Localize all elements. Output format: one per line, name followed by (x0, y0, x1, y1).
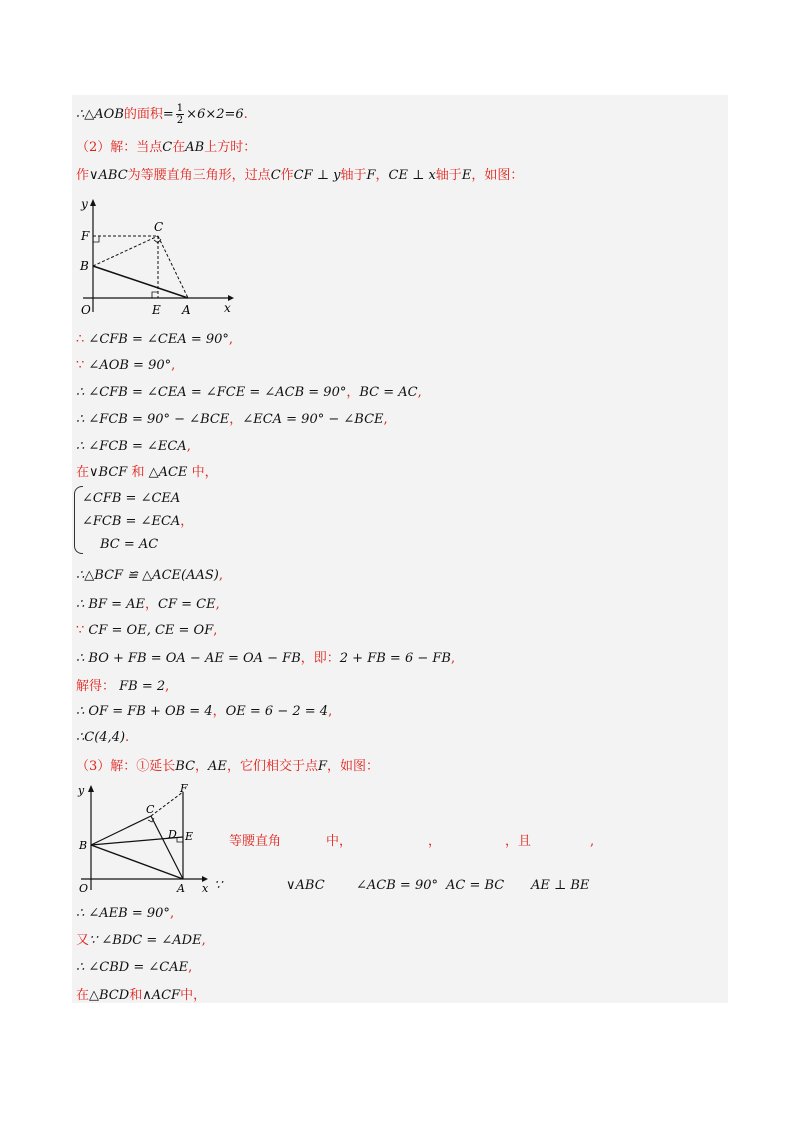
fraction-denominator: 2 (176, 115, 184, 126)
math-text: ∴ BF = AE (76, 597, 146, 612)
label-c: C (146, 803, 155, 816)
text: , (590, 834, 595, 849)
math-text: F (366, 168, 376, 183)
label-b: B (79, 839, 88, 852)
label-y: y (78, 784, 85, 797)
label-f: F (180, 782, 188, 795)
therefore-symbol: ∴ (76, 332, 85, 347)
text: 中， (180, 988, 207, 1003)
fraction-numerator: 1 (176, 103, 184, 114)
text: , (186, 439, 191, 454)
text: （2）解：当点 (76, 140, 163, 155)
label-d: D (168, 828, 177, 841)
label-f: F (81, 229, 90, 243)
text: , (188, 960, 193, 975)
text: ， (145, 597, 159, 612)
label-a: A (177, 882, 185, 894)
math-text: ∴ ∠CFB = ∠CEA = ∠FCE = ∠ACB = 90° (76, 385, 347, 400)
segment-ba (93, 266, 188, 298)
label-c: C (154, 220, 164, 234)
system-row-2 (82, 513, 193, 531)
text: , (169, 906, 175, 921)
math-text: ∠ACB = 90° (356, 878, 438, 893)
math-text: CF ⊥ y (293, 168, 341, 183)
math-text: AE (208, 759, 227, 774)
label-o: O (81, 303, 91, 317)
math-text: AC = BC (446, 878, 505, 893)
math-text: ∴ ∠CBD = ∠CAE (76, 960, 189, 975)
system-row-1 (82, 490, 180, 508)
figure-2 (76, 782, 216, 894)
text: , (218, 568, 223, 583)
line-19-c (356, 877, 438, 895)
math-text: ∴△BCF ≌ △ACE(AAS) (76, 568, 219, 583)
text: 和 (129, 988, 143, 1003)
math-text: BC (175, 759, 196, 774)
math-text: C (162, 140, 173, 155)
line-14 (76, 678, 169, 696)
text: ，它们相交于点 (226, 759, 318, 774)
line-13 (76, 650, 455, 668)
math-text: AE ⊥ BE (531, 878, 590, 893)
text: 又 (76, 933, 90, 948)
math-text: △BCD (89, 988, 130, 1003)
label-y: y (81, 197, 88, 211)
line-21 (76, 932, 206, 950)
line-12 (76, 622, 217, 640)
text: 中， (326, 834, 353, 849)
line-19-e (531, 877, 589, 895)
math-text: ∴ ∠FCB = ∠ECA (76, 439, 187, 454)
math-text: OE = 6 − 2 = 4 (225, 704, 329, 719)
line-19-b (286, 877, 325, 895)
right-angle-e (152, 292, 158, 298)
label-a: A (182, 303, 191, 317)
math-text: ×6×2=6 (186, 107, 244, 122)
math-text: BC = AC (100, 537, 159, 552)
line-16 (76, 729, 129, 747)
figure-1 (78, 194, 238, 322)
math-text: ∠FCB = ∠ECA (82, 514, 181, 529)
text: 轴于 (435, 168, 462, 183)
text: 和 (131, 465, 145, 480)
line-10 (76, 567, 223, 585)
text: ， (180, 514, 194, 529)
segment-cf (151, 792, 183, 816)
text: 中， (191, 465, 218, 480)
math-text: FB = 2 (119, 679, 166, 694)
line-18-c (428, 833, 441, 851)
math-text: △ACE (148, 465, 188, 480)
text: 为等腰直角三角形，过点 (127, 168, 271, 183)
text: 轴于 (340, 168, 367, 183)
math-text: ∨ABC (89, 168, 128, 183)
math-text: CE ⊥ x (388, 168, 436, 183)
math-text: ∠CFB = ∠CEA (82, 491, 181, 506)
math-text: E (461, 168, 472, 183)
text: ， (375, 168, 389, 183)
right-angle-f (93, 236, 99, 242)
fraction (176, 103, 184, 126)
math-text: AB (185, 140, 205, 155)
line-6 (76, 384, 422, 402)
text: , (171, 358, 176, 373)
math-text: BC = AC (359, 385, 418, 400)
line-construct (76, 167, 523, 185)
text: 作 (280, 168, 294, 183)
line-7 (76, 411, 388, 429)
math-text: F (317, 759, 327, 774)
text: . (125, 730, 130, 745)
line-9 (76, 464, 218, 482)
math-text: ∴C(4,4) (76, 730, 126, 745)
math-text: ∧ACF (142, 988, 181, 1003)
because-symbol: ∵ (76, 358, 85, 373)
line-5 (76, 357, 175, 375)
text: 等腰直角 (229, 834, 282, 849)
text: 上方时： (204, 140, 257, 155)
line-part3-heading (76, 758, 379, 776)
line-part2-heading (76, 139, 256, 157)
text: ，即： (300, 651, 340, 666)
line-area-aob (76, 103, 248, 126)
text: , (201, 933, 206, 948)
label-e: E (152, 303, 161, 317)
line-19-a (214, 877, 222, 895)
segment-ba (91, 845, 183, 879)
text: ， (212, 704, 226, 719)
segment-bc (93, 236, 158, 266)
math-text: ∴ ∠AEB = 90° (76, 906, 170, 921)
math-text: ∴ OF = FB + OB = 4 (76, 704, 213, 719)
text: （3）解：①延长 (76, 759, 176, 774)
math-text: ∴ ∠FCB = 90° − ∠BCE (76, 412, 230, 427)
because-symbol: ∵ (76, 623, 85, 638)
line-15 (76, 703, 332, 721)
math-text: CF = CE (158, 597, 216, 612)
text: , (417, 385, 422, 400)
text: ，如图： (471, 168, 524, 183)
line-22 (76, 959, 192, 977)
label-e: E (185, 830, 194, 843)
math-text: C (270, 168, 281, 183)
text: 在 (76, 988, 90, 1003)
line-4 (76, 331, 233, 349)
text: , (165, 679, 170, 694)
because-symbol: ∵ (214, 878, 223, 893)
text: 在 (76, 465, 90, 480)
line-18-e (590, 833, 594, 851)
math-text: ∠CFB = ∠CEA = 90° (88, 332, 229, 347)
math-text: CF = OE, CE = OF (88, 623, 214, 638)
math-text: ∨BCF (89, 465, 128, 480)
text: , (228, 332, 234, 347)
y-axis-arrow (90, 199, 96, 206)
text: ，如图： (326, 759, 379, 774)
line-23 (76, 987, 206, 1005)
y-axis-arrow (88, 785, 94, 792)
text: , (328, 704, 333, 719)
text: 解得： (76, 679, 116, 694)
text: , (450, 651, 456, 666)
line-19-d (446, 877, 504, 895)
label-o: O (79, 882, 89, 894)
line-18-b (326, 833, 352, 851)
label-b: B (80, 259, 89, 273)
text: , (383, 412, 388, 427)
text: 的面积 (123, 107, 163, 122)
text: , (213, 623, 218, 638)
text: . (243, 107, 248, 122)
math-text: = (162, 107, 174, 122)
label-x: x (202, 882, 209, 894)
math-text: ∴△AOB (76, 107, 124, 122)
line-18-d (505, 833, 531, 851)
text: ， (428, 834, 442, 849)
text: , (215, 597, 220, 612)
text: ，且 (505, 834, 532, 849)
line-8 (76, 438, 191, 456)
math-text: ∵ ∠BDC = ∠ADE (89, 933, 202, 948)
text: 作 (76, 168, 90, 183)
line-20 (76, 905, 174, 923)
label-x: x (224, 301, 231, 315)
system-row-3 (100, 536, 158, 554)
line-11 (76, 596, 220, 614)
math-text: ∴ BO + FB = OA − AE = OA − FB (76, 651, 301, 666)
line-18-a (229, 833, 281, 851)
math-text: 2 + FB = 6 − FB (339, 651, 451, 666)
text: ， (229, 412, 243, 427)
math-text: ∨ABC (286, 878, 325, 893)
math-text: ∠AOB = 90° (88, 358, 172, 373)
text: 在 (172, 140, 186, 155)
math-text: ∠ECA = 90° − ∠BCE (242, 412, 384, 427)
text: ， (195, 759, 209, 774)
text: ， (346, 385, 360, 400)
